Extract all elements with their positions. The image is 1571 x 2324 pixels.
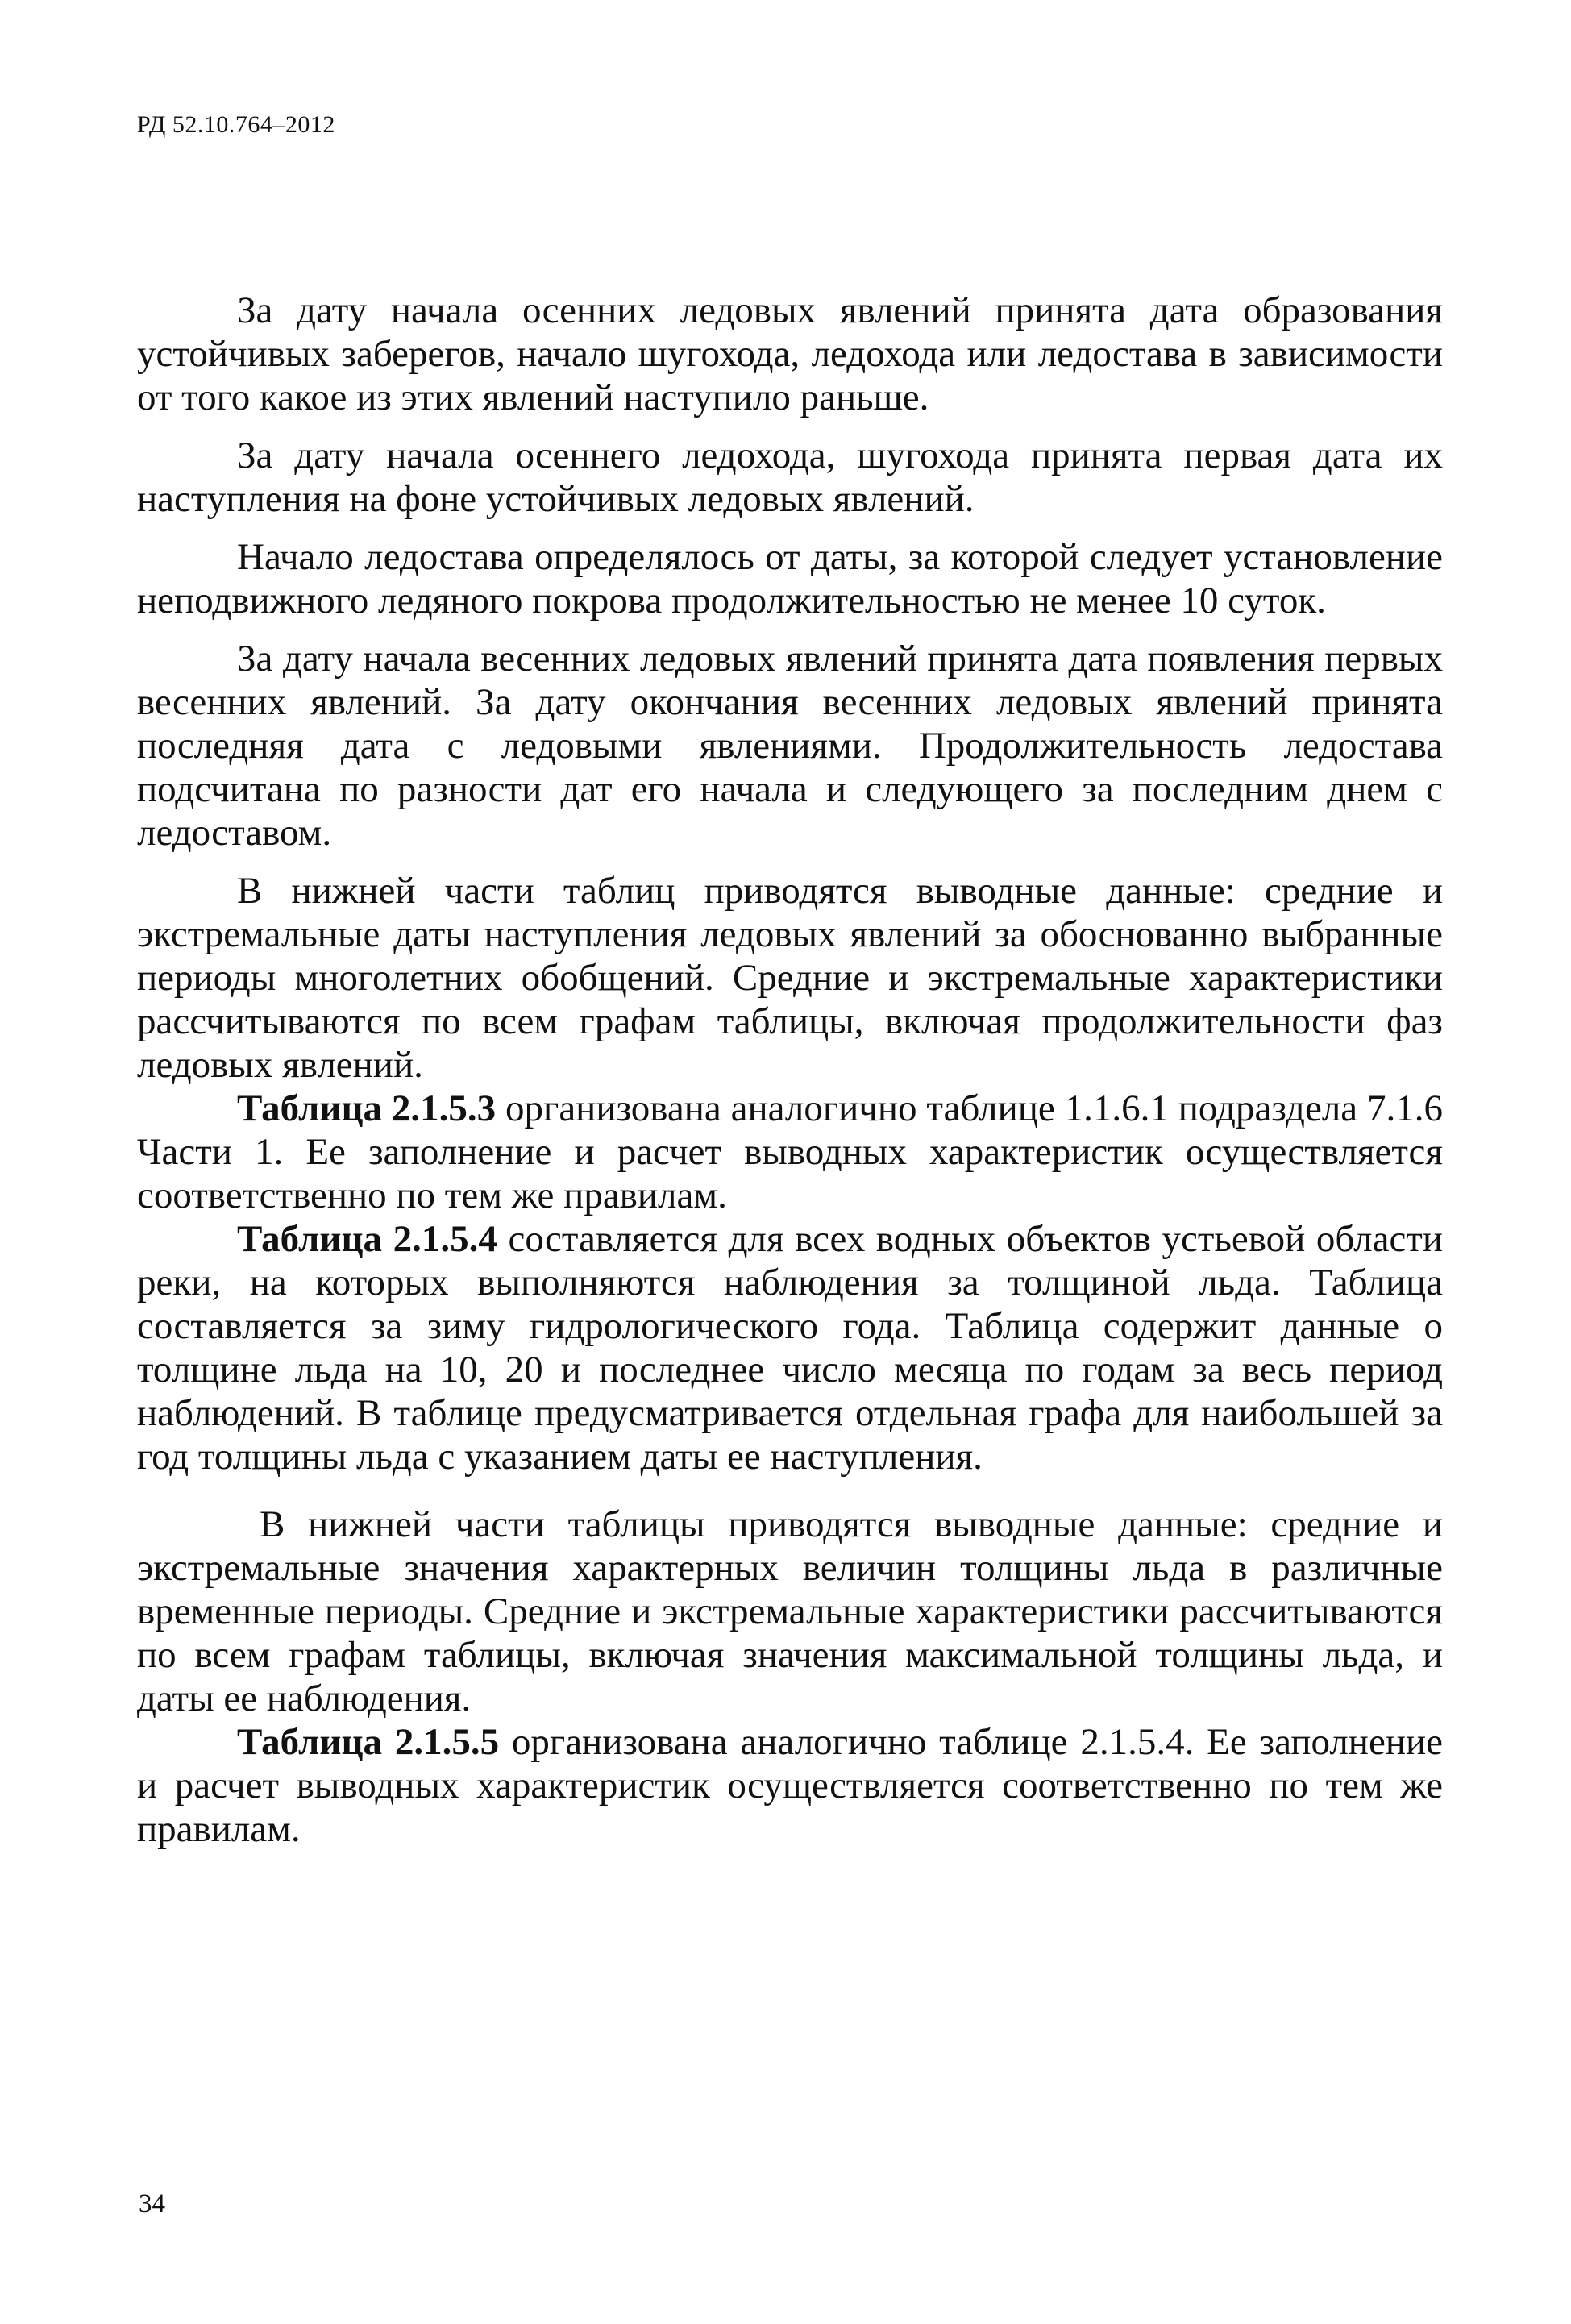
table-reference-bold: Таблица 2.1.5.4: [237, 1218, 497, 1260]
paragraph-table-2-1-5-4: [137, 1217, 1443, 1478]
paragraph-text: За дату начала осеннего ледохода, шугохода принята первая дата их наступления на фоне устойчивых ледовых явлений.: [137, 434, 1443, 520]
paragraph-ice-thickness-summary: [137, 1503, 1443, 1720]
paragraph-text: организована аналогично таблице 1.1.6.1 подраздела 7.1.6 Части 1. Ее заполнение и расчет выводных характеристик осуществляется соответственно по тем же правилам.: [137, 1087, 1444, 1216]
document-code-header: РД 52.10.764–2012: [137, 111, 335, 138]
table-reference-bold: Таблица 2.1.5.3: [237, 1087, 497, 1129]
paragraph-table-2-1-5-3: [137, 1087, 1443, 1217]
paragraph-freeze-up-start: [137, 535, 1443, 622]
paragraph-table-2-1-5-5: [137, 1720, 1443, 1851]
paragraph-text: За дату начала весенних ледовых явлений принята дата появления первых весенних явлений. За дату окончания весенних ледовых явлений принята последняя дата с ледовыми явлениями. Продолжительность ледостава подсчитана по разности дат его начала и следующего за последним днем с ледоставом.: [137, 638, 1443, 854]
paragraph-autumn-ice-drift: [137, 434, 1443, 521]
paragraph-spring-ice: [137, 637, 1443, 854]
table-reference-bold: Таблица 2.1.5.5: [237, 1721, 500, 1763]
paragraph-text: составляется для всех водных объектов устьевой области реки, на которых выполняются наблюдения за толщиной льда. Таблица составляется за зиму гидрологического года. Таблица содержит данные о толщине льда на 10, 20 и последнее число месяца по годам за весь период наблюдений. В таблице предусматривается отдельная графа для наибольшей за год толщины льда с указанием даты ее наступления.: [137, 1218, 1443, 1478]
paragraph-text: В нижней части таблицы приводятся выводные данные: средние и экстремальные значения характерных величин толщины льда в различные временные периоды. Средние и экстремальные характеристики рассчитываются по всем графам таблицы, включая значения максимальной толщины льда, и даты ее наблюдения.: [137, 1503, 1443, 1719]
paragraph-text: организована аналогично таблице 2.1.5.4. Ее заполнение и расчет выводных характеристик осуществляется соответственно по тем же правилам.: [137, 1721, 1443, 1850]
paragraph-table-summary-data: [137, 869, 1443, 1087]
page-number: 34: [139, 2189, 165, 2218]
paragraph-autumn-ice-start: [137, 289, 1443, 419]
paragraph-text: Начало ледостава определялось от даты, за которой следует установление неподвижного ледяного покрова продолжительностью не менее 10 суток.: [137, 536, 1443, 622]
document-body: [137, 274, 1443, 1851]
paragraph-text: За дату начала осенних ледовых явлений принята дата образования устойчивых заберегов, начало шугохода, ледохода или ледостава в зависимости от того какое из этих явлений наступило раньше.: [137, 289, 1443, 418]
paragraph-text: В нижней части таблиц приводятся выводные данные: средние и экстремальные даты наступления ледовых явлений за обоснованно выбранные периоды многолетних обобщений. Средние и экстремальные характеристики рассчитываются по всем графам таблицы, включая продолжительности фаз ледовых явлений.: [137, 870, 1443, 1086]
